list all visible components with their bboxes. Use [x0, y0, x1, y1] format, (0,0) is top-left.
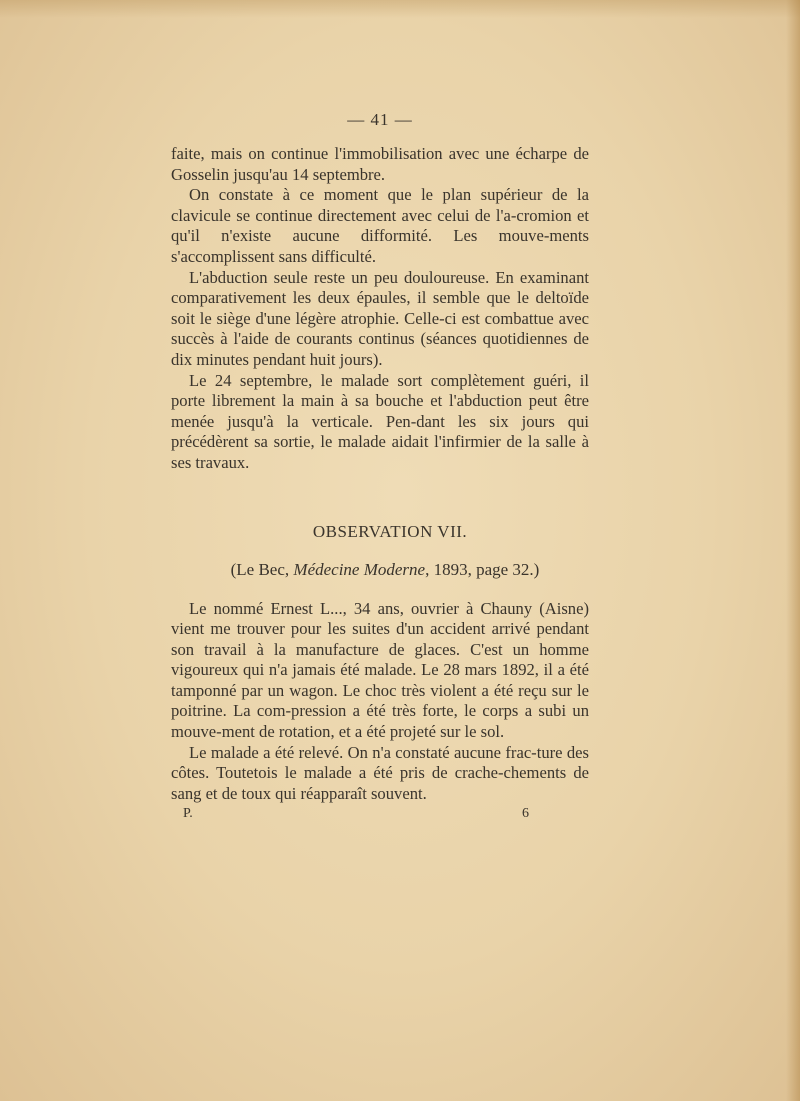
sheet-number: 6 [522, 806, 529, 822]
observation-title: OBSERVATION VII. [312, 521, 468, 541]
paragraph: Le 24 septembre, le malade sort complètement guéri, il porte librement la main à sa bouche et l'abduction peut être menée jusqu'à la verticale. Pen-dant les six jours qui précédèrent sa sortie, le malade aidait l'infirmier de la salle à ses travaux. [171, 370, 589, 472]
paragraph: Le malade a été relevé. On n'a constaté aucune frac-ture des côtes. Toutetois le malade a été pris de crache-chements de sang et de toux qui réapparaît souvent. [171, 742, 589, 803]
paragraph: On constate à ce moment que le plan supérieur de la clavicule se continue directement avec celui de l'a-cromion et qu'il n'existe aucune difformité. Les mouve-ments s'accomplissent sans difficulté. [171, 185, 589, 266]
page-edge-shadow-right [786, 0, 800, 1101]
signature-line [171, 806, 589, 822]
citation-author: (Le Bec, [230, 559, 294, 579]
paragraph: faite, mais on continue l'immobilisation avec une écharpe de Gosselin jusqu'au 14 septembre. [171, 144, 589, 184]
section-gap [171, 474, 589, 522]
citation-journal: Médecine Moderne [293, 559, 426, 579]
page-number: — 41 — [347, 110, 413, 129]
citation [171, 560, 589, 580]
paragraph: Le nommé Ernest L..., 34 ans, ouvrier à Chauny (Aisne) vient me trouver pour les suites d'un accident arrivé pendant son travail à la manufacture de glaces. C'est un homme vigoureux qui n'a jamais été malade. Le 28 mars 1892, il a été tamponné par un wagon. Le choc très violent a été reçu sur le poitrine. La com-pression a été très forte, le corps a subi un mouve-ment de rotation, et a été projeté sur le sol. [171, 598, 589, 742]
signature-mark: P. [183, 806, 193, 822]
text-block [171, 110, 589, 822]
citation-details: , 1893, page 32.) [425, 559, 540, 579]
page-edge-shadow-top [0, 0, 800, 18]
paragraph: L'abduction seule reste un peu douloureuse. En examinant comparativement les deux épaules, il semble que le deltoïde soit le siège d'une légère atrophie. Celle-ci est combattue avec succès à l'aide de courants continus (séances quotidiennes de dix minutes pendant huit jours). [171, 267, 589, 369]
